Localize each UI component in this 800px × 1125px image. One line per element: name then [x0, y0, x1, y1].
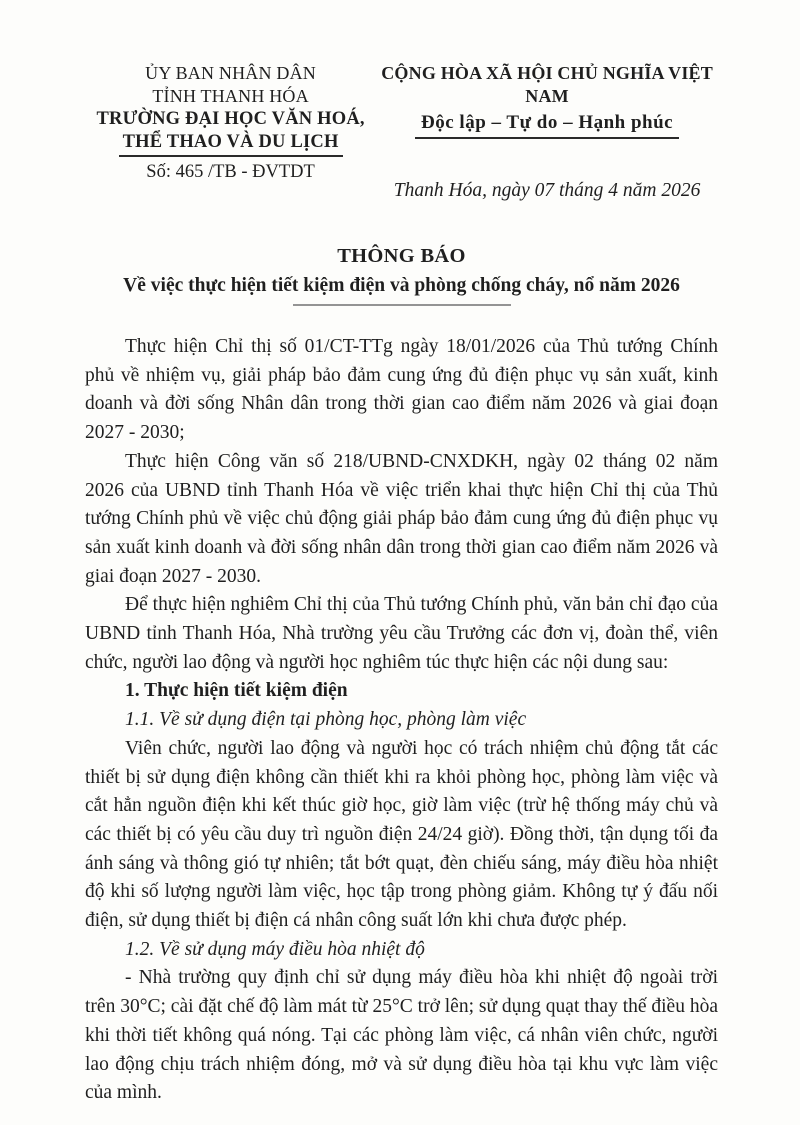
document-number: Số: 465 /TB - ĐVTDT	[146, 162, 315, 182]
national-motto-wrap	[376, 111, 718, 139]
paragraph-4: Viên chức, người lao động và người học có trách nhiệm chủ động tắt các thiết bị sử dụng điện không cần thiết khi ra khỏi phòng học, phòng làm việc và cắt hẳn nguồn điện khi kết thúc giờ học, giờ làm việc (trừ hệ thống máy chủ và các thiết bị có yêu cầu duy trì nguồn điện 24/24 giờ). Đồng thời, tận dụng tối đa ánh sáng và thông gió tự nhiên; tắt bớt quạt, đèn chiếu sáng, máy điều hòa nhiệt độ khi số lượng người làm việc, học tập trong phòng giảm. Không tự ý đấu nối điện, sử dụng thiết bị điện cá nhân công suất lớn khi chưa được phép.	[85, 737, 718, 932]
place-and-date: Thanh Hóa, ngày 07 tháng 4 năm 2026	[393, 180, 701, 201]
agency-name-line2	[85, 131, 376, 157]
paragraph-3: Để thực hiện nghiêm Chỉ thị của Thủ tướng Chính phủ, văn bản chỉ đạo của UBND tỉnh Thanh Hóa, Nhà trường yêu cầu Trưởng các đơn vị, đoàn thể, viên chức, người lao động và người học nghiêm túc thực hiện các nội dung sau:	[85, 594, 718, 673]
document-body	[85, 333, 718, 1108]
paragraph-1: Thực hiện Chỉ thị số 01/CT-TTg ngày 18/01/2026 của Thủ tướng Chính phủ về nhiệm vụ, giải pháp bảo đảm cung ứng đủ điện phục vụ sản xuất, kinh doanh và đời sống Nhân dân trong thời gian cao điểm năm 2026 và giai đoạn 2027 - 2030;	[85, 336, 718, 444]
agency-name-underlined: THỂ THAO VÀ DU LỊCH	[119, 131, 343, 157]
document-subtitle: Về việc thực hiện tiết kiệm điện và phòng chống cháy, nổ năm 2026	[123, 275, 680, 296]
subsection-heading-1-2: 1.2. Về sử dụng máy điều hòa nhiệt độ	[125, 938, 425, 960]
issuing-agency-block	[85, 62, 376, 203]
agency-parent-line1: ỦY BAN NHÂN DÂN	[145, 63, 316, 83]
document-title-block	[85, 243, 718, 306]
agency-parent-line2: TỈNH THANH HÓA	[152, 86, 309, 106]
document-header	[85, 62, 718, 203]
section-heading-1: 1. Thực hiện tiết kiệm điện	[125, 680, 348, 702]
subsection-heading-1-1: 1.1. Về sử dụng điện tại phòng học, phòng làm việc	[125, 709, 527, 731]
paragraph-5: - Nhà trường quy định chỉ sử dụng máy điều hòa khi nhiệt độ ngoài trời trên 30°C; cài đặt chế độ làm mát từ 25°C trở lên; sử dụng quạt thay thế điều hòa khi thời tiết không quá nóng. Tại các phòng làm việc, cá nhân viên chức, người lao động chịu trách nhiệm đóng, mở và sử dụng điều hòa tại khu vực làm việc của mình.	[85, 967, 718, 1104]
paragraph-2: Thực hiện Công văn số 218/UBND-CNXDKH, ngày 02 tháng 02 năm 2026 của UBND tỉnh Thanh Hóa về việc triển khai thực hiện Chỉ thị của Thủ tướng Chính phủ về việc chủ động giải pháp bảo đảm cung ứng đủ điện phục vụ sản xuất kinh doanh và đời sống nhân dân trong thời gian cao điểm năm 2026 và giai đoạn 2027 - 2030.	[85, 450, 718, 587]
national-title: CỘNG HÒA XÃ HỘI CHỦ NGHĨA VIỆT NAM	[381, 63, 713, 106]
agency-name-line1: TRƯỜNG ĐẠI HỌC VĂN HOÁ,	[96, 109, 365, 129]
national-motto: Độc lập – Tự do – Hạnh phúc	[415, 111, 679, 139]
national-header-block	[376, 62, 718, 203]
title-separator-rule	[293, 304, 511, 306]
document-title: THÔNG BÁO	[337, 245, 466, 267]
